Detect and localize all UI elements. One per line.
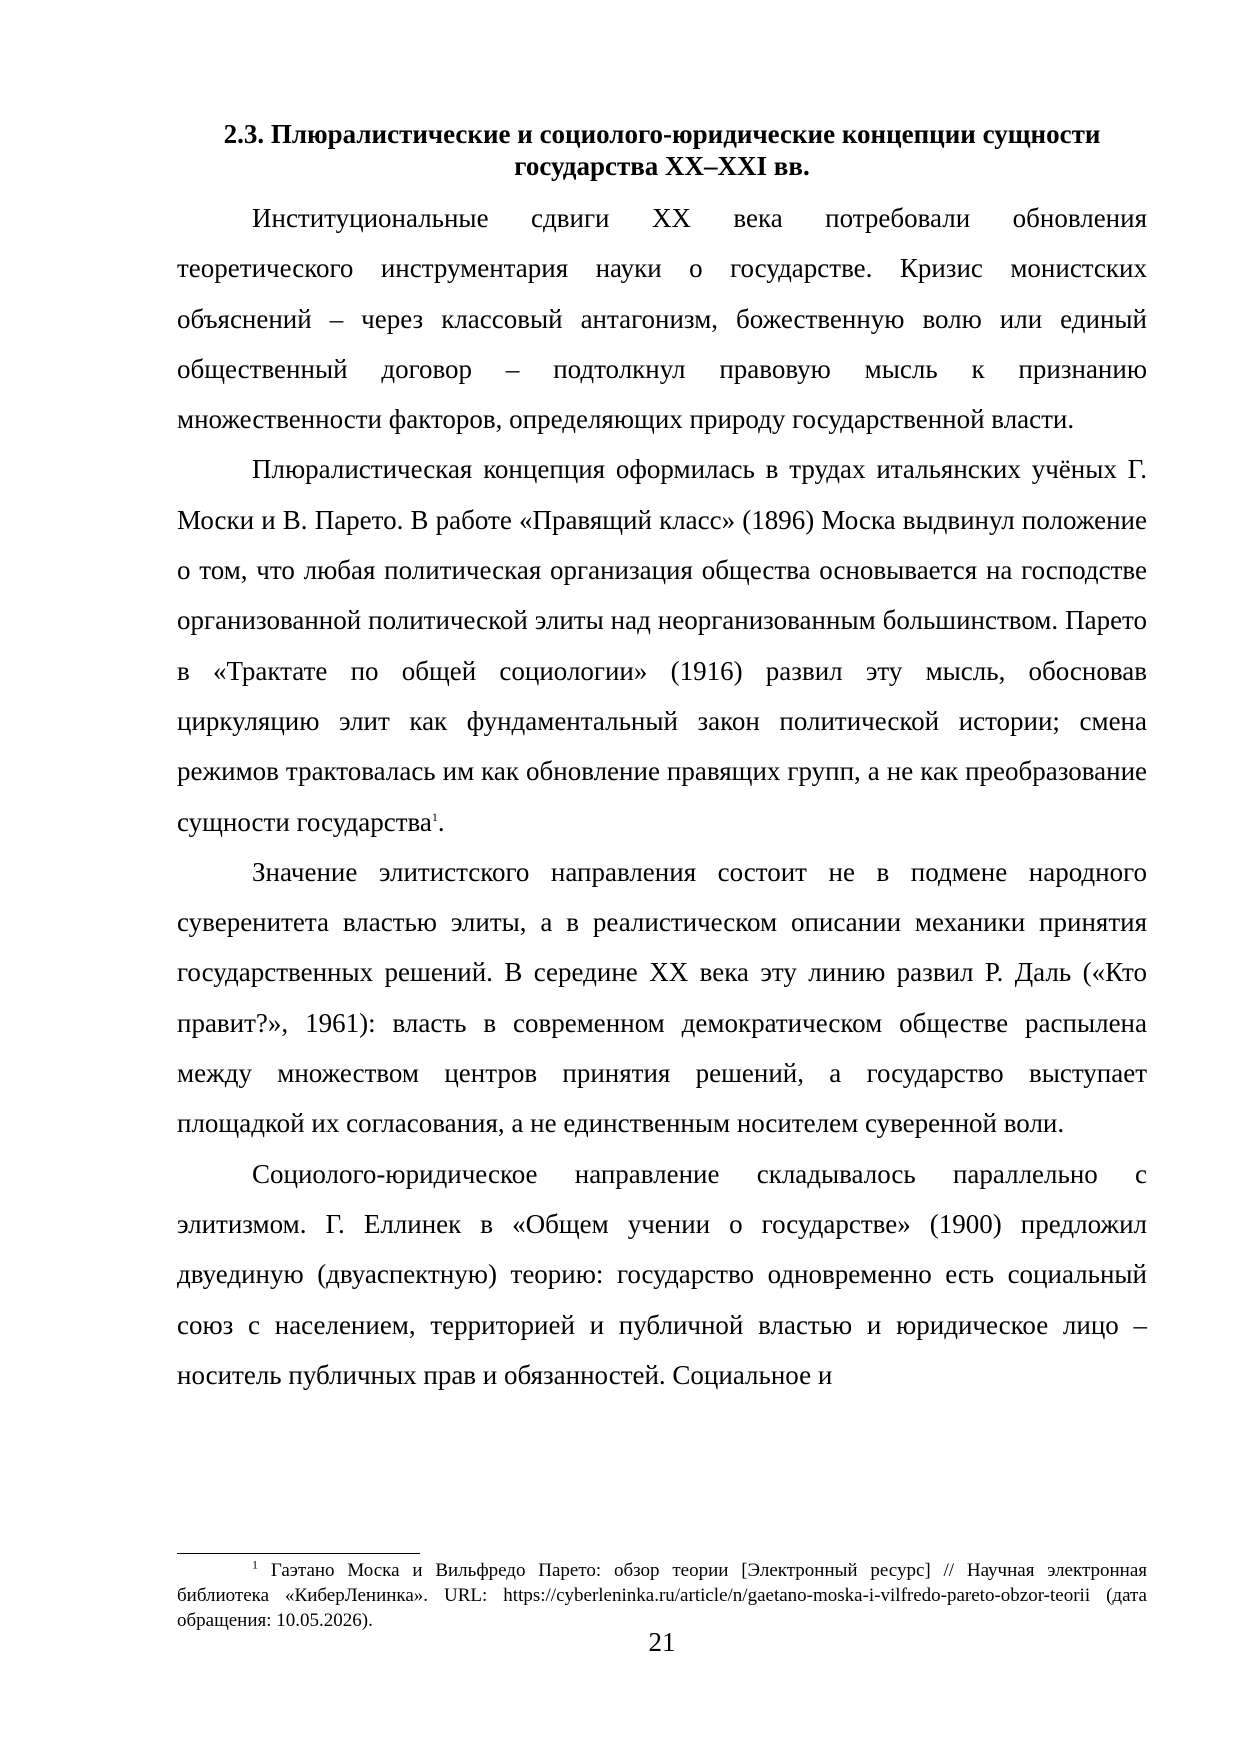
footnote-text: Гаэтано Моска и Вильфредо Парето: обзор теории [Электронный ресурс] // Научная электронная библиотека «КиберЛенинка». URL: https://cyberleninka.ru/article/n/gaetano-moska-i-vilfredo-pareto-obzor-teorii (дата обращения: 10.05.2026). xyxy=(177,1560,1148,1631)
paragraph-text: Социолого-юридическое направление складывалось параллельно с элитизмом. Г. Еллинек в «Общем учении о государстве» (1900) предложил двуединую (двуаспектную) теорию: государство одновременно есть социальный союз с населением, территорией и публичной властью и юридическое лицо – носитель публичных прав и обязанностей. Социальное и xyxy=(177,1158,1147,1390)
paragraph-text: Институциональные сдвиги XX века потребовали обновления теоретического инструментария науки о государстве. Кризис монистских объяснений – через классовый антагонизм, божественную волю или единый общественный договор – подтолкнул правовую мысль к признанию множественности факторов, определяющих природу государственной власти. xyxy=(177,203,1147,435)
paragraph-sociological-legal xyxy=(177,1149,1147,1400)
page-number: 21 xyxy=(648,1627,676,1657)
paragraph-institutional-shifts xyxy=(177,193,1147,444)
footnote-separator xyxy=(177,1553,420,1554)
footnote-number: 1 xyxy=(252,1557,258,1572)
section-heading: 2.3. Плюралистические и социолого-юридические концепции сущности государства XX–XXI вв. xyxy=(223,119,1101,181)
footnote-reference[interactable]: 1 xyxy=(431,809,438,824)
body-text xyxy=(177,193,1147,1400)
paragraph-tail: . xyxy=(437,806,445,837)
footnote xyxy=(177,1558,1147,1633)
paragraph-elitist-significance xyxy=(177,847,1147,1149)
paragraph-pluralist-concept xyxy=(177,444,1147,846)
paragraph-text: Плюралистическая концепция оформилась в трудах итальянских учёных Г. Моски и В. Парето. В работе «Правящий класс» (1896) Моска выдвинул положение о том, что любая политическая организация общества основывается на господстве организованной политической элиты над неорганизованным большинством. Парето в «Трактате по общей социологии» (1916) развил эту мысль, обосновав циркуляцию элит как фундаментальный закон политической истории; смена режимов трактовалась им как обновление правящих групп, а не как преобразование сущности государства xyxy=(177,454,1147,837)
paragraph-text: Значение элитистского направления состоит не в подмене народного суверенитета властью элиты, а в реалистическом описании механики принятия государственных решений. В середине XX века эту линию развил Р. Даль («Кто правит?», 1961): власть в современном демократическом обществе распылена между множеством центров принятия решений, а государство выступает площадкой их согласования, а не единственным носителем суверенной воли. xyxy=(177,856,1147,1139)
